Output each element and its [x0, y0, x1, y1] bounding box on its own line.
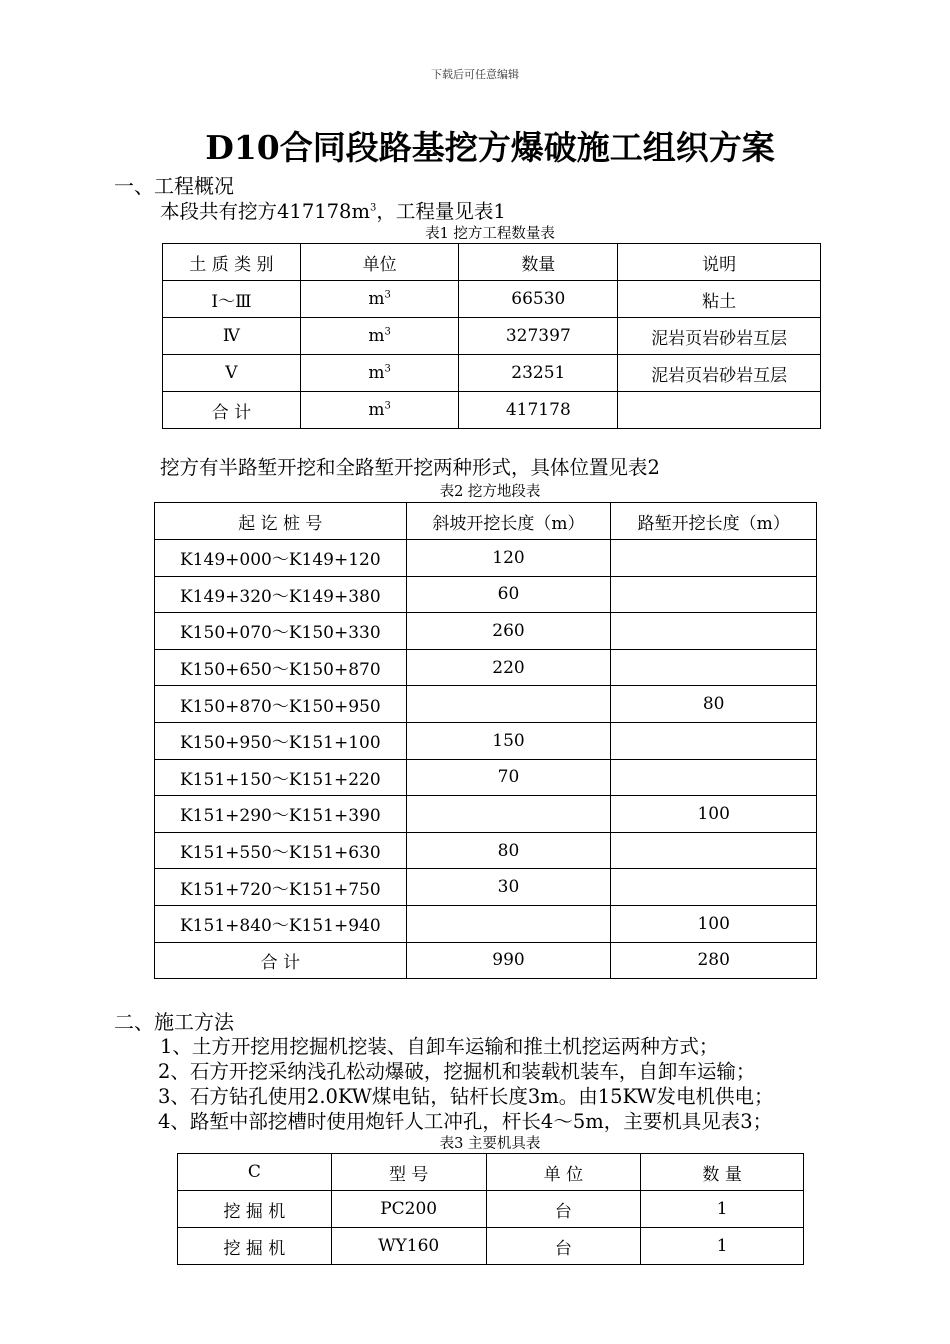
table-cell: 30 — [406, 869, 611, 906]
table-cell: 66530 — [459, 281, 618, 318]
table2-header-cell: 起 讫 桩 号 — [155, 503, 407, 540]
table1-header-cell: 土 质 类 别 — [163, 244, 301, 281]
table-row — [163, 392, 821, 429]
table-cell — [611, 540, 817, 577]
table2-header-cell: 斜坡开挖长度（m） — [406, 503, 611, 540]
table3-header-cell: C — [178, 1154, 332, 1191]
table1-header-cell: 单位 — [300, 244, 459, 281]
table-cell: 417178 — [459, 392, 618, 429]
paragraph-2: 挖方有半路堑开挖和全路堑开挖两种形式，具体位置见表2 — [160, 456, 660, 479]
table-cell: 100 — [611, 796, 817, 833]
table-cell: 台 — [486, 1228, 641, 1265]
table-cell: K151+290～K151+390 — [155, 796, 407, 833]
table-row — [155, 649, 817, 686]
table-cell: 100 — [611, 905, 817, 942]
unit-superscript: 3 — [384, 289, 391, 301]
table-cell: 合 计 — [155, 942, 407, 979]
unit-superscript: 3 — [384, 400, 391, 412]
method-item-3: 3、石方钻孔使用2.0KW煤电钻，钻杆长度3m。由15KW发电机供电； — [158, 1085, 774, 1108]
method-item-2: 2、石方开挖采纳浅孔松动爆破，挖掘机和装载机装车，自卸车运输； — [158, 1060, 756, 1083]
table-row — [155, 796, 817, 833]
method-item-1: 1、土方开挖用挖掘机挖装、自卸车运输和推土机挖运两种方式； — [160, 1035, 719, 1058]
table3-header-cell: 型 号 — [331, 1154, 486, 1191]
table3-header-cell: 单 位 — [486, 1154, 641, 1191]
table2-caption: 表2 挖方地段表 — [439, 484, 541, 500]
table-cell: Ⅴ — [163, 355, 301, 392]
table3-caption: 表3 主要机具表 — [439, 1136, 541, 1152]
table-row — [155, 540, 817, 577]
table-cell: K150+070～K150+330 — [155, 613, 407, 650]
table-row — [155, 869, 817, 906]
table-cell: K150+650～K150+870 — [155, 649, 407, 686]
unit-cell — [300, 281, 459, 318]
table-cell: 60 — [406, 576, 611, 613]
table-cell: K151+720～K151+750 — [155, 869, 407, 906]
table-row — [163, 281, 821, 318]
table-cell: 150 — [406, 722, 611, 759]
intro-superscript: 3 — [369, 202, 377, 214]
table1 — [162, 243, 821, 429]
table-cell — [406, 796, 611, 833]
table-row — [178, 1191, 804, 1228]
table-row — [155, 613, 817, 650]
table-cell: 1 — [641, 1228, 804, 1265]
table-cell: 327397 — [459, 318, 618, 355]
table-cell: PC200 — [331, 1191, 486, 1228]
unit-cell — [300, 318, 459, 355]
table1-caption: 表1 挖方工程数量表 — [425, 226, 555, 242]
table-cell: 挖 掘 机 — [178, 1191, 332, 1228]
table-cell: 粘土 — [618, 281, 821, 318]
table-cell: 泥岩页岩砂岩互层 — [618, 318, 821, 355]
table3 — [177, 1153, 804, 1265]
table-cell: K149+320～K149+380 — [155, 576, 407, 613]
table-cell: WY160 — [331, 1228, 486, 1265]
unit-base: m — [368, 363, 385, 383]
table-row — [155, 722, 817, 759]
unit-superscript: 3 — [384, 363, 391, 375]
table3-header-row — [178, 1154, 804, 1191]
unit-cell — [300, 392, 459, 429]
table-cell: Ⅰ～Ⅲ — [163, 281, 301, 318]
table-row — [163, 318, 821, 355]
table-cell: K151+550～K151+630 — [155, 832, 407, 869]
table2-header-cell: 路堑开挖长度（m） — [611, 503, 817, 540]
table-cell: K151+150～K151+220 — [155, 759, 407, 796]
table-row — [155, 759, 817, 796]
table-cell: K151+840～K151+940 — [155, 905, 407, 942]
table-cell: 120 — [406, 540, 611, 577]
table-row — [155, 905, 817, 942]
table1-header-row — [163, 244, 821, 281]
table-row — [163, 355, 821, 392]
table-row — [155, 942, 817, 979]
table-cell — [611, 832, 817, 869]
unit-base: m — [368, 400, 385, 420]
unit-superscript: 3 — [384, 326, 391, 338]
table-cell — [611, 759, 817, 796]
table-cell: K150+950～K151+100 — [155, 722, 407, 759]
section2-heading: 二、施工方法 — [114, 1010, 234, 1034]
method-item-4: 4、路堑中部挖槽时使用炮钎人工冲孔，杆长4～5m，主要机具见表3； — [158, 1110, 773, 1133]
table-row — [155, 686, 817, 723]
table-cell: 23251 — [459, 355, 618, 392]
table-cell: 220 — [406, 649, 611, 686]
document-title: D10合同段路基挖方爆破施工组织方案 — [205, 128, 775, 167]
table2-header-row — [155, 503, 817, 540]
table-cell — [611, 649, 817, 686]
table1-header-cell: 说明 — [618, 244, 821, 281]
table-cell: 挖 掘 机 — [178, 1228, 332, 1265]
table-cell: 合 计 — [163, 392, 301, 429]
table-cell — [406, 905, 611, 942]
table-cell: 260 — [406, 613, 611, 650]
table-cell: K149+000～K149+120 — [155, 540, 407, 577]
table-cell — [611, 722, 817, 759]
table-cell — [611, 613, 817, 650]
section1-heading: 一、工程概况 — [114, 174, 234, 198]
table-cell: 80 — [406, 832, 611, 869]
table-cell: 1 — [641, 1191, 804, 1228]
intro-text-end: ，工程量见表1 — [376, 200, 506, 223]
table-cell: 泥岩页岩砂岩互层 — [618, 355, 821, 392]
table-cell: 80 — [611, 686, 817, 723]
table2 — [154, 502, 817, 979]
table-cell: 70 — [406, 759, 611, 796]
table-row — [155, 576, 817, 613]
table3-header-cell: 数 量 — [641, 1154, 804, 1191]
table-cell — [618, 392, 821, 429]
unit-base: m — [368, 326, 385, 346]
section1-intro — [160, 196, 506, 224]
table-cell: 台 — [486, 1191, 641, 1228]
unit-base: m — [368, 289, 385, 309]
table-cell: Ⅳ — [163, 318, 301, 355]
table-cell — [406, 686, 611, 723]
table-cell — [611, 576, 817, 613]
unit-cell — [300, 355, 459, 392]
intro-text: 本段共有挖方417178m — [160, 200, 370, 223]
table-cell — [611, 869, 817, 906]
table-row — [178, 1228, 804, 1265]
header-note: 下载后可任意编辑 — [431, 68, 519, 81]
table-row — [155, 832, 817, 869]
table1-header-cell: 数量 — [459, 244, 618, 281]
table-cell: 990 — [406, 942, 611, 979]
table-cell: 280 — [611, 942, 817, 979]
table-cell: K150+870～K150+950 — [155, 686, 407, 723]
